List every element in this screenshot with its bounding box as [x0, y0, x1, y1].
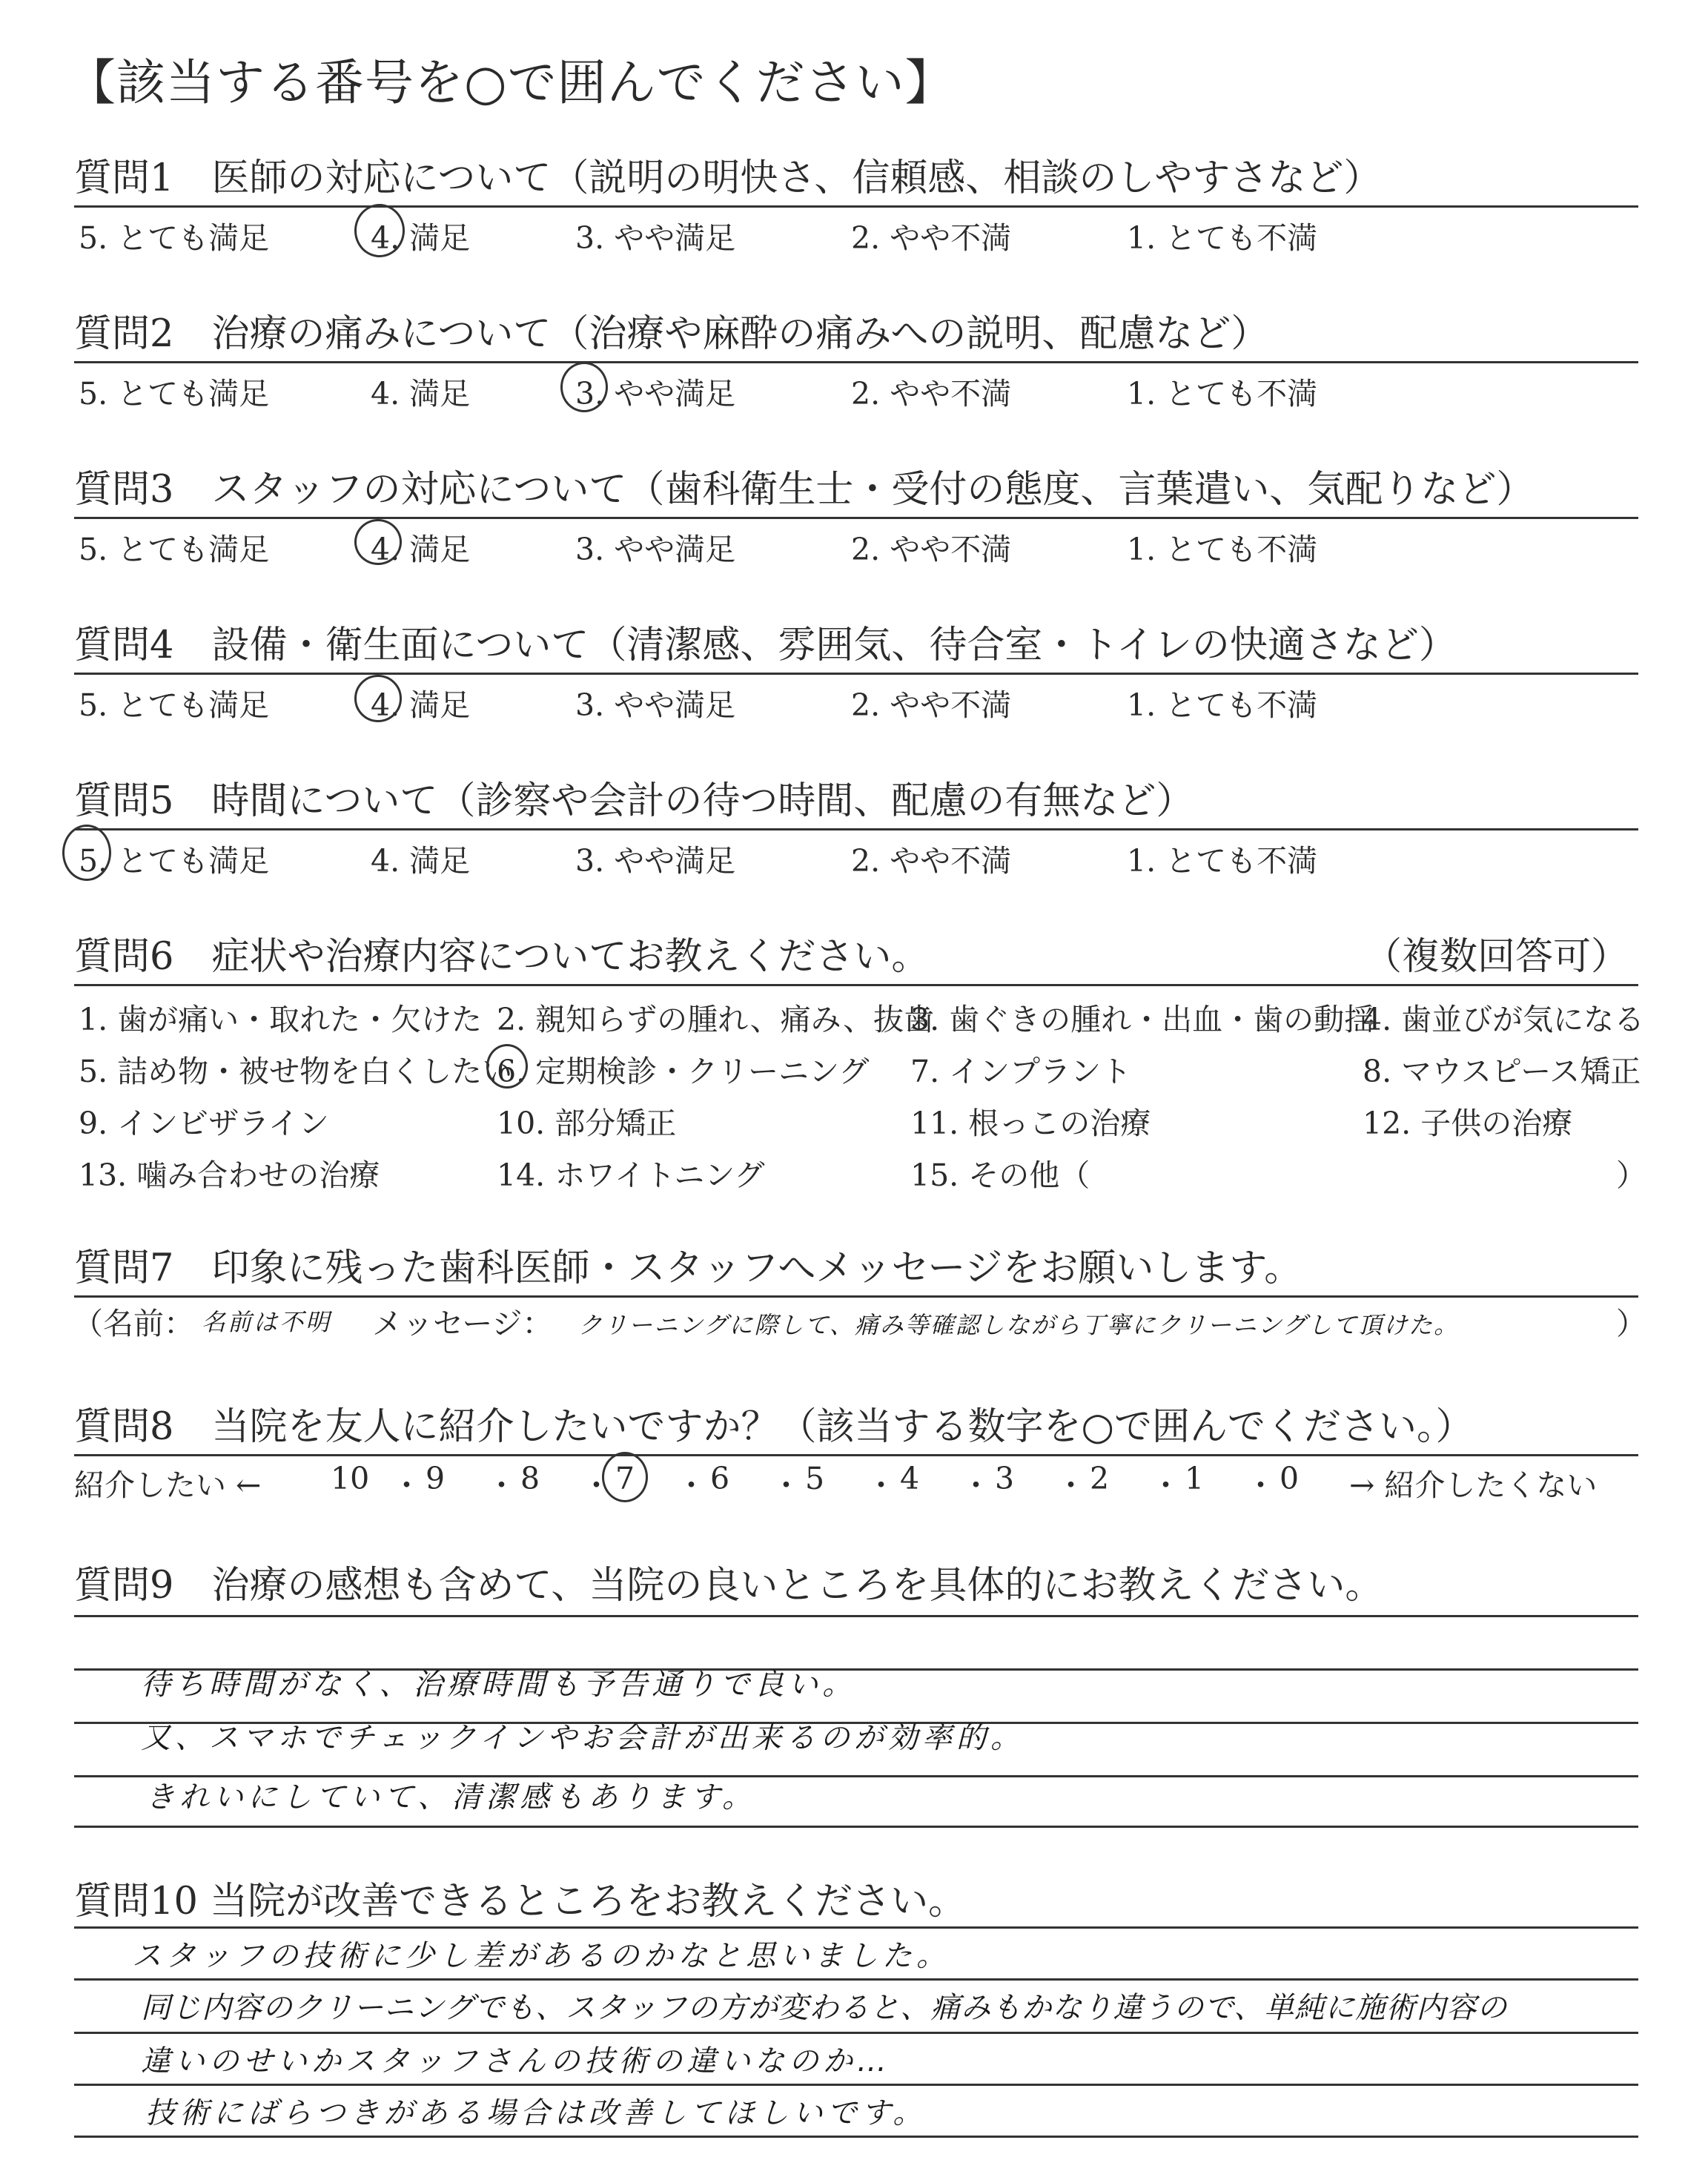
q10-rule-3	[74, 2084, 1638, 2086]
q1-option-5[interactable]: 5. とても満足	[79, 220, 270, 256]
q8-scale-separator: ・	[391, 1467, 422, 1503]
q9-rule-4	[74, 1826, 1638, 1828]
q6-item-12[interactable]: 12. 子供の治療	[1363, 1106, 1573, 1141]
q1-option-4[interactable]: 4. 満足	[371, 220, 471, 256]
q1-option-2[interactable]: 2. やや不満	[851, 220, 1012, 256]
q2-option-2[interactable]: 2. やや不満	[851, 376, 1012, 412]
q8-scale-8[interactable]: 8	[520, 1461, 540, 1496]
q4-title: 質問4 設備・衛生面について（清潔感、雰囲気、待合室・トイレの快適さなど）	[74, 624, 1457, 667]
q8-rule	[74, 1454, 1638, 1456]
q9-rule-0	[74, 1615, 1638, 1617]
q8-scale-3[interactable]: 3	[995, 1461, 1015, 1496]
q6-item-9[interactable]: 9. インビザライン	[79, 1106, 329, 1141]
q5-option-3[interactable]: 3. やや満足	[575, 843, 736, 879]
q3-option-5[interactable]: 5. とても満足	[79, 532, 270, 567]
q3-selection-circle	[354, 519, 402, 565]
q5-option-2[interactable]: 2. やや不満	[851, 843, 1012, 879]
q7-name-value[interactable]: 名前は不明	[202, 1308, 332, 1336]
q8-scale-separator: ・	[866, 1467, 896, 1503]
q6-item-1[interactable]: 1. 歯が痛い・取れた・欠けた	[79, 1002, 483, 1037]
q10-answer-line-1[interactable]: 同じ内容のクリーニングでも、スタッフの方が変わると、痛みもかなり違うので、単純に施術内容の	[141, 1991, 1508, 2025]
q10-answer-line-2[interactable]: 違いのせいかスタッフさんの技術の違いなのか…	[141, 2044, 891, 2078]
q8-scale-10[interactable]: 10	[331, 1461, 370, 1496]
q2-selection-circle	[560, 362, 608, 412]
q8-scale-separator: ・	[1245, 1467, 1276, 1503]
q7-message-value[interactable]: クリーニングに際して、痛み等確認しながら丁寧にクリーニングして頂けた。	[578, 1311, 1460, 1339]
q3-title: 質問3 スタッフの対応について（歯科衛生士・受付の態度、言葉遣い、気配りなど）	[74, 468, 1535, 512]
q10-title: 質問10 当院が改善できるところをお教えください。	[74, 1880, 967, 1923]
q5-option-4[interactable]: 4. 満足	[371, 843, 471, 879]
q6-item-3[interactable]: 3. 歯ぐきの腫れ・出血・歯の動揺	[910, 1002, 1375, 1037]
q3-rule	[74, 517, 1638, 519]
q9-answer-line-1[interactable]: 待ち時間がなく、治療時間も予告通りで良い。	[141, 1668, 857, 1702]
q6-item-7[interactable]: 7. インプラント	[910, 1054, 1132, 1089]
q5-option-5[interactable]: 5. とても満足	[79, 843, 270, 879]
q1-title: 質問1 医師の対応について（説明の明快さ、信頼感、相談のしやすさなど）	[74, 156, 1382, 200]
q8-scale-separator: ・	[486, 1467, 517, 1503]
q6-other-close-paren: ）	[1616, 1157, 1646, 1193]
q8-title: 質問8 当院を友人に紹介したいですか？（該当する数字を○で囲んでください。）	[74, 1405, 1474, 1449]
form-header: 【該当する番号を○で囲んでください】	[67, 54, 955, 111]
q4-option-5[interactable]: 5. とても満足	[79, 687, 270, 723]
q8-scale-2[interactable]: 2	[1090, 1461, 1110, 1496]
q8-scale-9[interactable]: 9	[426, 1461, 446, 1496]
q8-scale-separator: ・	[771, 1467, 801, 1503]
q10-answer-line-0[interactable]: スタッフの技術に少し差があるのかなと思いました。	[132, 1939, 950, 1973]
q1-option-1[interactable]: 1. とても不満	[1127, 220, 1318, 256]
q9-answer-line-2[interactable]: 又、スマホでチェックインやお会計が出来るのが効率的。	[141, 1721, 1025, 1755]
q6-item-11[interactable]: 11. 根っこの治療	[910, 1106, 1151, 1141]
q2-rule	[74, 361, 1638, 363]
q6-item-4[interactable]: 4. 歯並びが気になる	[1363, 1002, 1645, 1037]
q8-selection-circle	[602, 1452, 648, 1502]
q7-close-paren: ）	[1616, 1306, 1646, 1341]
q10-rule-2	[74, 2032, 1638, 2034]
q8-scale-separator: ・	[581, 1467, 612, 1503]
q6-item-5[interactable]: 5. 詰め物・被せ物を白くしたい	[79, 1054, 513, 1089]
q3-option-4[interactable]: 4. 満足	[371, 532, 471, 567]
q8-scale-5[interactable]: 5	[805, 1461, 825, 1496]
q8-scale-0[interactable]: 0	[1280, 1461, 1300, 1496]
q6-item-10[interactable]: 10. 部分矯正	[497, 1106, 677, 1141]
q4-option-2[interactable]: 2. やや不満	[851, 687, 1012, 723]
q9-title: 質問9 治療の感想も含めて、当院の良いところを具体的にお教えください。	[74, 1564, 1383, 1608]
q8-left-label: 紹介したい ←	[74, 1467, 262, 1503]
q4-rule	[74, 673, 1638, 675]
q4-option-1[interactable]: 1. とても不満	[1127, 687, 1318, 723]
q7-rule	[74, 1295, 1638, 1298]
q6-selection-circle	[486, 1044, 528, 1089]
q8-scale-separator: ・	[1151, 1467, 1181, 1503]
q7-message-label: メッセージ：	[372, 1306, 553, 1341]
q8-scale-separator: ・	[676, 1467, 706, 1503]
q2-option-1[interactable]: 1. とても不満	[1127, 376, 1318, 412]
q7-name-label: （名前：	[73, 1306, 194, 1341]
q2-option-3[interactable]: 3. やや満足	[575, 376, 736, 412]
q10-rule-4	[74, 2136, 1638, 2138]
q4-option-4[interactable]: 4. 満足	[371, 687, 471, 723]
q8-scale-1[interactable]: 1	[1185, 1461, 1205, 1496]
q1-rule	[74, 205, 1638, 208]
q8-right-label: → 紹介したくない	[1349, 1467, 1598, 1503]
q6-item-15[interactable]: 15. その他（	[910, 1157, 1090, 1193]
q1-selection-circle	[354, 204, 405, 257]
q9-answer-line-3[interactable]: きれいにしていて、清潔感もあります。	[145, 1780, 756, 1814]
q4-option-3[interactable]: 3. やや満足	[575, 687, 736, 723]
q8-scale-separator: ・	[961, 1467, 991, 1503]
q3-option-2[interactable]: 2. やや不満	[851, 532, 1012, 567]
q5-option-1[interactable]: 1. とても不満	[1127, 843, 1318, 879]
q8-scale-separator: ・	[1056, 1467, 1086, 1503]
q7-title: 質問7 印象に残った歯科医師・スタッフへメッセージをお願いします。	[74, 1246, 1302, 1290]
q6-item-8[interactable]: 8. マウスピース矯正	[1363, 1054, 1641, 1089]
q8-scale-7[interactable]: 7	[615, 1461, 635, 1496]
q2-title: 質問2 治療の痛みについて（治療や麻酔の痛みへの説明、配慮など）	[74, 312, 1269, 356]
q2-option-4[interactable]: 4. 満足	[371, 376, 471, 412]
q6-item-13[interactable]: 13. 噛み合わせの治療	[79, 1157, 380, 1193]
q1-option-3[interactable]: 3. やや満足	[575, 220, 736, 256]
q6-item-6[interactable]: 6. 定期検診・クリーニング	[497, 1054, 870, 1089]
q10-rule-0	[74, 1926, 1638, 1929]
q10-rule-1	[74, 1978, 1638, 1981]
q5-title: 質問5 時間について（診察や会計の待つ時間、配慮の有無など）	[74, 779, 1194, 823]
q3-option-3[interactable]: 3. やや満足	[575, 532, 736, 567]
q8-scale-6[interactable]: 6	[710, 1461, 730, 1496]
q2-option-5[interactable]: 5. とても満足	[79, 376, 270, 412]
q4-selection-circle	[354, 675, 402, 722]
q8-scale-4[interactable]: 4	[900, 1461, 920, 1496]
q6-multiple-note: （複数回答可）	[1364, 935, 1629, 979]
q6-item-14[interactable]: 14. ホワイトニング	[497, 1157, 765, 1193]
q3-option-1[interactable]: 1. とても不満	[1127, 532, 1318, 567]
q6-rule	[74, 984, 1638, 986]
q6-item-2[interactable]: 2. 親知らずの腫れ、痛み、抜歯	[497, 1002, 935, 1037]
q5-selection-circle	[62, 825, 111, 881]
q5-rule	[74, 828, 1638, 830]
q10-answer-line-3[interactable]: 技術にばらつきがある場合は改善してほしいです。	[145, 2096, 927, 2130]
q6-title: 質問6 症状や治療内容についてお教えください。	[74, 935, 930, 979]
